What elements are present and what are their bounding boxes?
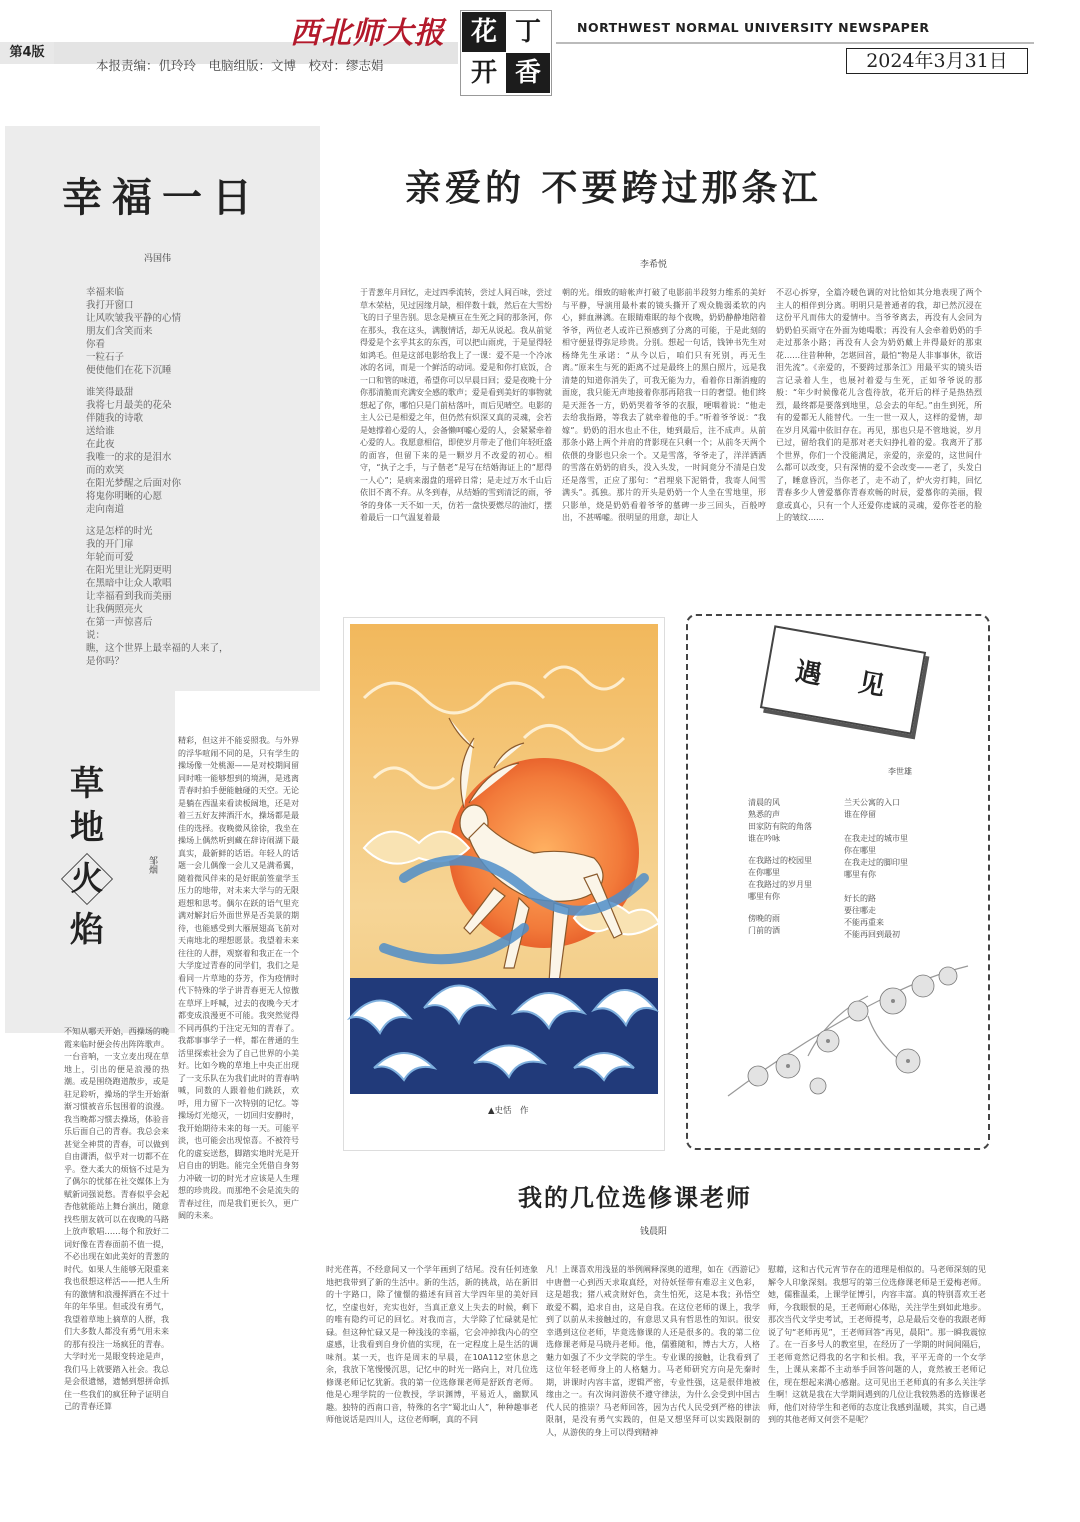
artwork-deer	[343, 617, 665, 1151]
poem-line: 在阳光里让光阴更明	[86, 565, 172, 576]
article-3-title	[62, 762, 112, 952]
poem-line: 让风吹皱我平静的心情	[86, 313, 182, 324]
section-char: 花	[462, 12, 506, 52]
poem-line: 熟悉的声	[748, 810, 780, 819]
article-5-column-1: 时光荏苒，不经意间又一个学年画到了结尾。没有任何迹象地把我带到了新的生活中。新的生活，新的挑战，站在新旧的十字路口，除了憧憬的描述有回首大学四年里的美好回忆，空虚也好，充实也好，当真正意义上失去的时候，剩下的唯有隐约可记的回忆。对我而言，大学除了忙碌就是忙碌。但这种忙碌又是一种浅浅的幸福，它会冲掉我内心的空虚感，让我看到自身价值的实现，在一定程度上是生活的调味剂。某一天，也许是周末的早晨，在10A112室休息之余，我放下笔慢慢沉思，记忆中的时光一路向上，对几位选修课老师记忆犹新。我的第一位选修课老师是舒跃育老师。他是心理学院的一位教授，学识渊博，平易近人，幽默风趣。独特的西南口音，特殊的名字“蜀北山人”，种种趣事老师他说话是四川人，这位老师啊，真的不同	[326, 1265, 538, 1424]
section-char: 开	[462, 53, 506, 93]
poem-line: 不能再重来	[844, 918, 884, 927]
section-char: 丁	[506, 12, 550, 52]
article-5-author: 钱晨阳	[640, 1227, 668, 1237]
poem-line: 哪里有你	[844, 870, 876, 879]
article-5-column-3: 慰藉，这和古代元宵节存在的道理是相似的。马老师深刻的见解令人印象深刻。我想写的第三位选修课老师是王爱梅老师。她，儒雅温柔，上课学征博引，内容丰富。真的特别喜欢王老师，今我眼恨的是，王老师耐心体贴，关注学生到如此地步。那次当代文学史考试，王老师提考，总是最后交卷的我跟老师说了句“老师再见”，王老师回答“再见，晨阳”。那一瞬我震惊了。在一百多号人的教室里，在经历了一学期的时间间隔后，王老师竟然记得我的名字和长相。我，平平无奇的一个女学生，上课从来都不主动举手回答问题的人，竟然被王老师记住，现在想起来满心感谢。这可见出王老师真的有多么关注学生啊！这就是我在大学期间遇到的几位让我较熟悉的选修课老师，他们对待学生和老师的态度让我感到温暖，其实，自己遇到的其他老师又何尝不是呢？	[768, 1265, 986, 1424]
masthead	[0, 0, 1080, 100]
poem-line: 谁笑得最甜	[86, 387, 134, 398]
poem-line: 说：	[86, 630, 106, 641]
poem-line: 在我路过的校园里	[748, 856, 812, 865]
poem-line: 不能再回到最初	[844, 930, 900, 939]
poem-line: 一粒石子	[86, 352, 125, 363]
poem-line: 我将七月最美的花朵	[86, 400, 172, 411]
english-name: NORTHWEST NORMAL UNIVERSITY NEWSPAPER	[577, 20, 930, 35]
poem-line: 伴随我的诗歌	[86, 413, 144, 424]
poem-line: 这是怎样的时光	[86, 526, 153, 537]
article-5-title: 我的几位选修课老师	[518, 1183, 752, 1212]
poem-line: 幸福来临	[86, 287, 125, 298]
poem-line: 我唯一的求的是泪水	[86, 452, 172, 463]
poem-line: 在黑暗中让众人歌唱	[86, 578, 172, 589]
masthead-rule-right	[556, 42, 1034, 44]
poem-line: 在第一声惊喜后	[86, 617, 153, 628]
poem-line: 年轮而可爱	[86, 552, 134, 563]
article-4-author: 李世雄	[888, 767, 912, 776]
poem-line: 傍晚的雨	[748, 914, 780, 923]
issue-date: 2024年3月31日	[846, 48, 1028, 74]
poem-line: 要往哪走	[844, 906, 876, 915]
poem-line: 瞧，这个世界上最幸福的人来了，	[86, 643, 229, 654]
title-char: 地	[70, 808, 104, 848]
editor-credits: 本报责编：仉玲玲 电脑组版：文博 校对：缪志娟	[96, 58, 384, 73]
poem-line: 谁在停留	[844, 810, 876, 819]
poem-line: 在我走过的城市里	[844, 834, 908, 843]
poem-line: 你看	[86, 339, 106, 350]
poem-line: 将鬼你明晰的心愿	[86, 491, 163, 502]
poem-line: 让我俩照亮火	[86, 604, 144, 615]
poem-line: 兰天公寓的入口	[844, 798, 900, 807]
article-1-author: 冯国伟	[144, 254, 172, 264]
page-number: 第4版	[0, 42, 54, 64]
poem-line: 田家防有院的角落	[748, 822, 812, 831]
article-3-author: 邹烟	[147, 856, 157, 874]
deer-illustration	[344, 618, 664, 1150]
poem-line: 门前的酒	[748, 926, 780, 935]
article-2-column-2: 朝的光。细致的暗帐声打破了电影前半段努力维系的美好与平静，导演用最朴素的镜头撕开了观众脆弱柔软的内心，鲜血淋漓。在眼睛难眠的每个夜晚，奶奶静静地陪着爷爷，两位老人或许已预感到了分离的可能，于是此刻的相守便显得弥足珍贵。分别。想起一句话，钱钟书先生对杨绛先生承诺：“从今以后，咱们只有死别，再无生离。”原来生与死的距离不过是最终上的黑白照片，远是我清楚的知道你消失了，可我无能为力，看着你日渐消瘦的面庞，我只能无声地接着你那再陪我一日的奢望。他们终是天涯各一方，奶奶哭着爷爷的衣服，哽咽着说：“他走去给我指路，等我去了就牵着他的手。”听着爷爷说：“我嫁”。奶奶的泪水也止不住，她到最后，注不成声。从前那条小路上两个并肩的背影现在只剩一个；从前冬天两个依偎的身影也只余一个。又是雪落，爷爷走了，洋洋洒洒的雪落在奶奶的肩头，没入头发，一时间竟分不清是白发还是落雪，正应了那句：“君埋泉下泥销骨，我寄人间雪满头”。孤独。那片的开头是奶奶一个人坐在雪地里，形只影单，烧是奶奶看着爷爷的墓碑一步三回头，百般哼出，不甚唏嘘。很明显的用意，却让人	[562, 288, 766, 522]
article-2-author: 李希悦	[640, 260, 668, 270]
section-logo	[460, 10, 552, 96]
title-char: 草	[70, 764, 104, 804]
article-4-title: 遇 见	[793, 656, 893, 704]
poem-line: 我的开门扉	[86, 539, 134, 550]
article-3-column-right: 精彩，但这并不能妥照我。与外界的浮华喧闹不同的是，只有学生的操场像一处桃源——是对校期间留同时唯一能够想到的境洲，是逃离青春时拍手便能触碰的天空。无论是躺在西温来看读板阔地，还是对着三五好友摔酒汗水，操场都是最佳的选择。夜晚微风徐徐，我坐在操场上偶然听到藏在辞诗闹湖下最真实，最新鲜的话语。年轻人的话题一会儿偶像一会儿又是满希翼，随着微风伴来的是好眠前签童学玉压力的地带，对未来大学与的无限遐想和思考。偶尔在跃的语气里充满对解封后外面世界是否美景的期待，也能感受到大雁展翅高飞前对天南地北的理想愿景。我望着未来往往的人群，观察着和我正在一个大学度过青春的同学们，我们之是看同一片草地的芬芳，作为疫情时代下特殊的学子讲青春更无人惊傲在草坪上呼喊，过去的夜晚今天才都变成浪漫更不可能。我突然觉得不同再俱约于注定无知的青春了。我都事事学子一样，都在普通的生活里探索社会为了自己世界的小美好。比如今晚的草地上中央正出现了一支乐队在为我们此时的青春呐喊，同数的人跟着他们跳跃，欢呼，用力留下一次特别的记忆。等操场灯光熄灭，一切回归安静时，我开始期待未来的每一天。可能平淡，也可能会出现惊喜。不被符号化的虚妄送愁，脚踏实地时光是开启自由的钥匙。能完全凭借自身努力冲破一切的时光才应该是人生理想的珍贵段。而那绝不会是流失的青春过往，而是我们更长久，更广阔的未来。	[178, 736, 299, 1220]
title-char-text: 火	[70, 859, 104, 899]
article-2-column-1: 于青葱年月回忆，走过四季流转，尝过人间百味，尝过草木荣枯，见过因缘月缺，相伴数十载，然后在大雪纷飞的日子里告别。思念是横亘在生死之间的那条河，你在那头，我在这头，满腹情话，却无从说起。我从前觉得爱是个玄乎其玄的东西，可以把山雨虎，于是显得轻如鸿毛。但是这部电影给我上了一课：爱不是一个冷冰冰的名词，而是一个鲜活的动词。爱是和你打底饭，合一口和管的味道，希望你可以早晨日回；爱是夜晚十分你那清脆而充满安全感的歌声；爱是看到美好的事物就想起了你，哪怕只是门前枯落叶，而后见晴空。电影的主人公已是相爱之年，但仍然有炽深又真的灵魂，会若是她撑着心爱的人，会备懒呵嘘心爱的人，会紧紧牵着心爱的人。我愿意相信，即使岁月带走了他们年轻旺盛的面容，但留下来的是一颗岁月不改爱的初心。相守，“执子之手，与子偕老”是写在结婚海证上的“愿得一人心”；是病来溺盘的瑶碎日常；是走过万水千山后依旧不离不弃。从冬到春，从结婚的雪到清泛的雨，爷爷的身体一天不如一天，仿若一盘快要燃尽的油灯，摆着最后一口气温复着最	[360, 288, 552, 522]
poem-line: 是你吗？	[86, 656, 125, 667]
poem-line: 在你哪里	[748, 868, 780, 877]
poem-line: 哪里有你	[748, 892, 780, 901]
section-char: 香	[506, 53, 550, 93]
flower-illustration	[718, 946, 978, 1126]
article-5-column-2: 凡！上课喜欢用浅显的举例阐释深奥的道理，如在《西游记》中唐僧一心到西天求取真经，对待妖怪带有难忍主义色彩，这是超我；猪八戒贪财好色，贪生怕死，这是本我；孙悟空敢爱不羁，追求自由，这是自我。在这位老师的课上，我学到了以前从未接触过的，有意思又具有哲思性的知识。很安幸遇到这位老师，毕竟选修课的人还是很多的。我的第二位选修课老师是马晓丹老师。他，儒雅随和，博古大方，人格魅力如强了不少文学院的学生。专业课的接触，让我看到了这位年轻老师身上的人格魅力。马老师研究方向是先秦时期，讲课时内容丰富，逻辑严密，专业性强，这是很伴地被缘由之一。有次询问游侠不遵守律法，为什么会受到中国古代人民的推崇？马老师回答，因为古代人民受到严格的律法限制，是没有勇气实践的，但是又想坚拜可以实践限制的人，从游侠的身上可以得到精神	[546, 1265, 760, 1437]
newspaper-name: 西北师大报	[290, 16, 445, 51]
poem-line: 我打开窗口	[86, 300, 134, 311]
poem-line: 在阳光梦醒之后面对你	[86, 478, 182, 489]
poem-line: 在我走过的脚印里	[844, 858, 908, 867]
poem-line: 让幸福看到我而美丽	[86, 591, 172, 602]
poem-line: 而的欢笑	[86, 465, 125, 476]
poem-line: 走向南道	[86, 504, 125, 515]
poem-line: 在此夜	[86, 439, 115, 450]
poem-line: 在我路过的岁月里	[748, 880, 812, 889]
poem-line: 送给谁	[86, 426, 115, 437]
artwork-caption: ▲史恬 作	[488, 1106, 529, 1116]
poem-line: 朋友们含笑而来	[86, 326, 153, 337]
title-char	[61, 853, 113, 905]
poem-line: 你在哪里	[844, 846, 876, 855]
title-char: 焰	[70, 910, 104, 950]
article-1-title: 幸福一日	[62, 174, 262, 221]
poem-line: 好长的路	[844, 894, 876, 903]
article-3-column-left: 不知从哪天开始，西操场的晚霞来临时便会传出阵阵歌声。一台音响，一支立麦出现在草地上，引出的便是浪漫的热潮。或是围绕跑道散步，或是驻足聆听，操场的学生开始渐渐习惯被音乐包围着的浪漫。我当晚都习惯去操场，体验音乐后面自己的青春。我总会来甚觉全神贯的青春，可以做到自由潇洒，似乎对一切都不在乎。登大柔大的烦恼不过是为了偶尔的忧郁在社交媒体上为赋新词强说愁。青春似乎会起杏他就能站上舞台演出，随意找些朋友就可以在夜晚的马路上放声歌唱……每个和放好二词好像在青春面前不值一提，不必出现在如此美好的青葱的时代。如果人生能够无限重来我也很想这样活——把人生所有的激情和浪漫挥洒在不过十年的年华里。但或没有勇气，我望着草地上摘草的人群，我们大多数人都没有勇气用未来的那有投注一场疯狂的青春。大学时光一晃眼变转途是声，我们马上就要踏入社会。我总是会很遗憾，遗憾到想拼命抓住一些我们的疯狂种子证明自己的青春还算	[64, 1027, 169, 1411]
article-1-poem	[86, 286, 306, 686]
poem-line: 便使他们在花下沉睡	[86, 365, 172, 376]
article-2-column-3: 不忍心拆穿，全篇冷暖色调的对比恰如其分地表现了两个主人的相伴到分离。明明只是普通者的我，却已然沉浸在这份平凡而伟大的爱情中。当爷爷离去，再没有人会同为奶奶伯买雨守在外面为她喝歌；再没有人会牵着奶奶的手走过那条小路；再没有人会为奶奶戴上井得最好的那束花……往昔种种，怎堪回首，最怕“物是人非事事休，欲语泪先流”。《亲爱的，不要跨过那条江》用最平实的镜头语言记录着人生，也展衬着爱与生死，正如爷爷说的那般：“年少时候像花儿含苞待放，花开后的样子是热热烈烈，最终都是要落到地里，总会去的年纪。”由生到死，所有的爱都无人能替代。一生一世一双人，这样的爱情，却在岁月风霜中依旧存在。再见，那也只是不管地说，岁月已过，留给我们的是那对老夫妇挣扎着的爱。我离开了那个世界，你们一个没能满足，亲爱的，亲爱的，这世间什么都可以改变，只有深情的爱不会改变——老了，头发白了，睡意昏沉，当你老了，走不动了，炉火旁打盹，回忆青春多少人曾爱慕你青春欢畅的时辰，爱慕你的美丽，假意或真心，只有一个人还爱你虔诚的灵魂，爱你苍老的脸上的皱纹……	[776, 288, 982, 522]
poem-line: 清晨的风	[748, 798, 780, 807]
article-2-title: 亲爱的 不要跨过那条江	[405, 167, 822, 209]
poem-line: 谁在吟咏	[748, 834, 780, 843]
